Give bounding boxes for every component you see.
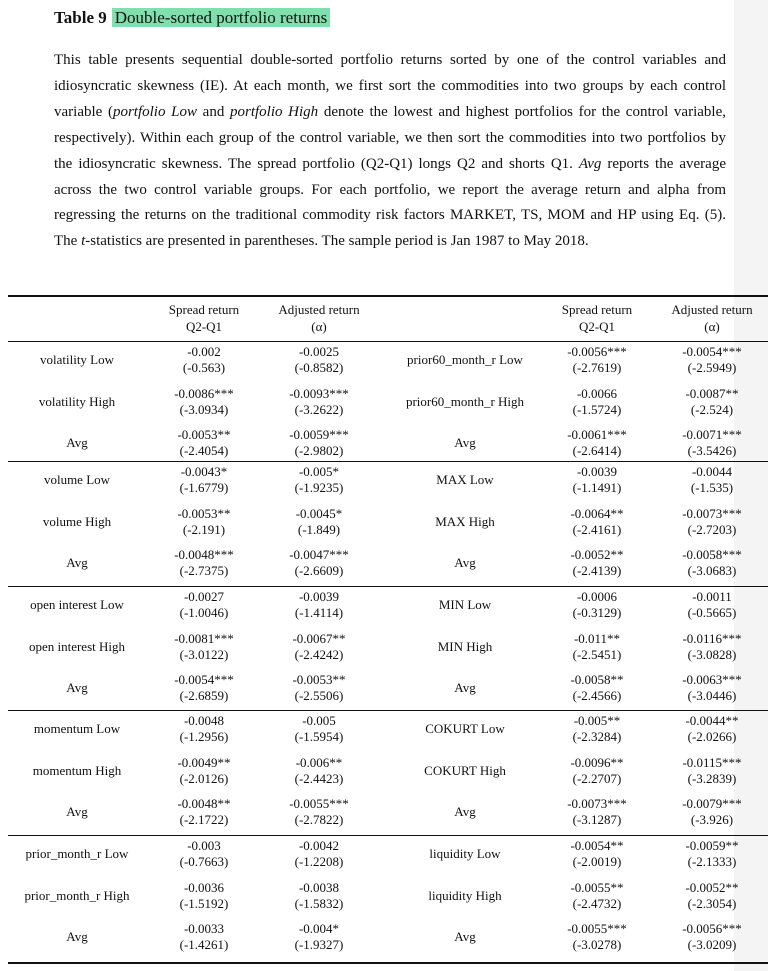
coefficient: -0.0042 — [298, 838, 340, 853]
coefficient: -0.0055*** — [567, 921, 627, 936]
coefficient: -0.006** — [295, 754, 343, 770]
coefficient: -0.0049** — [177, 754, 231, 770]
coefficient: -0.0058** — [570, 672, 624, 687]
row-label: liquidity High — [428, 887, 502, 903]
adjusted-return-cell — [653, 344, 768, 376]
adjusted-return-cell — [653, 427, 768, 459]
t-statistic: (-1.849) — [297, 521, 341, 537]
spread-return-cell — [145, 921, 263, 953]
coefficient: -0.0116*** — [682, 630, 742, 646]
coefficient: -0.0064** — [570, 505, 624, 521]
spread-return-cell — [145, 755, 263, 787]
row-label: MIN High — [437, 638, 493, 654]
row-label: Avg — [454, 435, 476, 450]
coefficient: -0.0115*** — [682, 754, 742, 770]
t-statistic: (-2.5506) — [294, 688, 344, 703]
coefficient: -0.0081*** — [174, 630, 234, 646]
table-title-highlight: Double-sorted portfolio returns — [112, 8, 330, 27]
coefficient: -0.0055** — [570, 879, 624, 895]
row-label: prior_month_r Low — [25, 846, 129, 861]
coefficient: -0.0025 — [298, 344, 340, 359]
t-statistic: (-3.0446) — [687, 688, 737, 703]
spread-return-cell — [538, 344, 656, 376]
adjusted-return-cell — [653, 506, 768, 538]
caption-italic-t: t — [81, 233, 86, 250]
coefficient: -0.0054*** — [682, 344, 742, 359]
table-caption — [54, 48, 726, 255]
t-statistic: (-2.5451) — [572, 646, 622, 662]
t-statistic: (-1.2208) — [294, 854, 344, 869]
row-label: prior60_month_r High — [405, 393, 525, 409]
caption-text: This table presents sequential double-sorted portfolio returns sorted by one of the control variables and idiosyncratic skewness (IE). At each month, we first sort the commodities into two groups by each control variable ( — [54, 52, 726, 120]
adjusted-return-cell — [260, 880, 378, 912]
spread-return-cell — [145, 464, 263, 496]
adjusted-return-cell — [653, 880, 768, 912]
coefficient: -0.011** — [573, 630, 621, 646]
row-label: liquidity Low — [429, 846, 501, 861]
spread-return-cell — [538, 589, 656, 621]
adjusted-return-cell — [653, 713, 768, 745]
t-statistic: (-1.4114) — [294, 605, 344, 620]
t-statistic: (-3.0122) — [179, 646, 229, 662]
spread-return-cell — [145, 672, 263, 704]
t-statistic: (-1.5954) — [294, 729, 344, 744]
coefficient: -0.0054** — [570, 838, 624, 853]
coefficient: -0.0056*** — [682, 921, 742, 936]
t-statistic: (-2.5949) — [687, 360, 737, 375]
group-rule — [8, 710, 768, 711]
coefficient: -0.0052** — [685, 879, 739, 895]
t-statistic: (-0.563) — [182, 360, 226, 375]
adjusted-return-cell — [260, 386, 378, 418]
coefficient: -0.0058*** — [682, 547, 742, 562]
spread-return-cell — [538, 672, 656, 704]
row-label: volume Low — [43, 472, 111, 487]
spread-return-cell — [145, 796, 263, 828]
coefficient: -0.0054*** — [174, 672, 234, 687]
row-label: COKURT High — [424, 762, 506, 778]
t-statistic: (-3.2622) — [294, 401, 344, 417]
spread-return-cell — [145, 344, 263, 376]
row-label: MIN Low — [438, 597, 492, 612]
t-statistic: (-3.926) — [690, 812, 734, 827]
row-label: Avg — [66, 929, 88, 944]
adjusted-return-cell — [260, 713, 378, 745]
coefficient: -0.0059** — [685, 838, 739, 853]
spread-return-cell — [145, 506, 263, 538]
adjusted-return-cell — [260, 631, 378, 663]
spread-return-cell — [538, 755, 656, 787]
coefficient: -0.0044 — [691, 464, 733, 479]
t-statistic: (-1.9327) — [294, 937, 344, 952]
spread-return-cell — [145, 589, 263, 621]
spread-return-cell — [538, 921, 656, 953]
t-statistic: (-1.535) — [690, 480, 734, 495]
row-label: open interest High — [28, 638, 126, 654]
row-label: Avg — [66, 435, 88, 450]
header-adjusted-left: Adjusted return (α) — [278, 302, 360, 334]
table-number: Table 9 — [54, 8, 107, 27]
t-statistic: (-2.4423) — [294, 770, 344, 786]
adjusted-return-cell — [260, 506, 378, 538]
t-statistic: (-2.7822) — [294, 812, 344, 827]
coefficient: -0.0056*** — [567, 344, 627, 359]
coefficient: -0.0045* — [295, 505, 343, 521]
coefficient: -0.0036 — [183, 879, 225, 895]
coefficient: -0.0063*** — [682, 672, 742, 687]
spread-return-cell — [145, 631, 263, 663]
adjusted-return-cell — [260, 921, 378, 953]
adjusted-return-cell — [260, 589, 378, 621]
row-label: momentum Low — [33, 721, 121, 736]
t-statistic: (-2.7375) — [179, 563, 229, 578]
coefficient: -0.002 — [187, 344, 221, 359]
t-statistic: (-3.0209) — [687, 937, 737, 952]
t-statistic: (-3.5426) — [687, 443, 737, 458]
coefficient: -0.0039 — [298, 589, 340, 604]
header-adjusted-right: Adjusted return (α) — [671, 302, 753, 334]
caption-italic-high: portfolio High — [230, 103, 319, 120]
coefficient: -0.0039 — [576, 464, 618, 479]
adjusted-return-cell — [653, 386, 768, 418]
adjusted-return-cell — [260, 838, 378, 870]
row-label: MAX Low — [436, 472, 494, 487]
coefficient: -0.0038 — [298, 879, 340, 895]
row-label: Avg — [454, 929, 476, 944]
t-statistic: (-2.524) — [690, 401, 734, 417]
row-label: Avg — [454, 555, 476, 570]
adjusted-return-cell — [653, 464, 768, 496]
group-rule — [8, 461, 768, 462]
coefficient: -0.0073*** — [567, 796, 627, 811]
adjusted-return-cell — [653, 631, 768, 663]
adjusted-return-cell — [260, 796, 378, 828]
table-title — [54, 6, 330, 30]
spread-return-cell — [538, 796, 656, 828]
caption-italic-avg: Avg — [578, 155, 602, 172]
t-statistic: (-1.5724) — [572, 401, 622, 417]
t-statistic: (-2.1333) — [687, 854, 737, 869]
coefficient: -0.005* — [298, 464, 340, 479]
row-label: Avg — [454, 804, 476, 819]
spread-return-cell — [538, 464, 656, 496]
t-statistic: (-2.4732) — [572, 895, 622, 911]
t-statistic: (-2.6609) — [294, 563, 344, 578]
t-statistic: (-0.5665) — [687, 605, 737, 620]
t-statistic: (-1.5832) — [294, 895, 344, 911]
caption-text: reports the average across the two control variable groups. For each portfolio, we report the average return and alpha from regressing the returns on the traditional commodity risk factors MARKET, TS, MOM and HP using Eq. (5). The — [54, 155, 726, 250]
t-statistic: (-2.4566) — [572, 688, 622, 703]
header-spread-left: Spread return Q2-Q1 — [168, 302, 240, 334]
coefficient: -0.0079*** — [682, 796, 742, 811]
row-label: volatility Low — [39, 352, 115, 367]
adjusted-return-cell — [260, 755, 378, 787]
spread-return-cell — [538, 506, 656, 538]
table-top-rule — [8, 295, 768, 297]
row-label: MAX High — [435, 513, 495, 529]
coefficient: -0.0066 — [576, 385, 618, 401]
caption-italic-low: portfolio Low — [112, 103, 197, 120]
t-statistic: (-2.4054) — [179, 443, 229, 458]
spread-return-cell — [538, 427, 656, 459]
row-label: open interest Low — [30, 597, 124, 612]
coefficient: -0.0086*** — [174, 385, 234, 401]
coefficient: -0.0047*** — [289, 547, 349, 562]
spread-return-cell — [145, 547, 263, 579]
t-statistic: (-2.9802) — [294, 443, 344, 458]
t-statistic: (-1.4261) — [179, 937, 229, 952]
group-rule — [8, 835, 768, 836]
t-statistic: (-2.7203) — [687, 521, 737, 537]
coefficient: -0.0048 — [183, 713, 225, 728]
caption-text: -statistics are presented in parentheses. The sample period is Jan 1987 to May 2018. — [85, 233, 589, 250]
t-statistic: (-3.0934) — [179, 401, 229, 417]
t-statistic: (-1.5192) — [179, 895, 229, 911]
caption-text: denote the lowest and highest portfolios for the control variable, respectively). Within each group of the control variable, we then sort the commodities into two portfolios by the idiosyncratic skewness. The spread portfolio (Q2-Q1) longs Q2 and shorts Q1. — [54, 103, 726, 172]
row-label: Avg — [454, 680, 476, 695]
adjusted-return-cell — [653, 838, 768, 870]
coefficient: -0.0043* — [180, 464, 228, 479]
row-label: Avg — [66, 555, 88, 570]
adjusted-return-cell — [260, 427, 378, 459]
coefficient: -0.0055*** — [289, 796, 349, 811]
spread-return-cell — [145, 838, 263, 870]
spread-return-cell — [538, 713, 656, 745]
t-statistic: (-2.6414) — [572, 443, 622, 458]
t-statistic: (-2.0019) — [572, 854, 622, 869]
coefficient: -0.005 — [302, 713, 336, 728]
coefficient: -0.0053** — [292, 672, 346, 687]
adjusted-return-cell — [653, 921, 768, 953]
coefficient: -0.0071*** — [682, 427, 742, 442]
t-statistic: (-3.0828) — [687, 646, 737, 662]
t-statistic: (-3.2839) — [687, 770, 737, 786]
header-spread-right: Spread return Q2-Q1 — [561, 302, 633, 334]
coefficient: -0.0061*** — [567, 427, 627, 442]
coefficient: -0.0044** — [685, 713, 739, 728]
coefficient: -0.0033 — [183, 921, 225, 936]
coefficient: -0.0048*** — [174, 547, 234, 562]
spread-return-cell — [538, 547, 656, 579]
spread-return-cell — [145, 713, 263, 745]
t-statistic: (-1.0046) — [179, 605, 229, 620]
spread-return-cell — [145, 427, 263, 459]
coefficient: -0.0048** — [177, 796, 231, 811]
table-bottom-rule — [8, 962, 768, 964]
t-statistic: (-0.7663) — [179, 854, 229, 869]
coefficient: -0.0093*** — [289, 385, 349, 401]
t-statistic: (-0.8582) — [294, 360, 344, 375]
spread-return-cell — [538, 838, 656, 870]
coefficient: -0.0059*** — [289, 427, 349, 442]
t-statistic: (-2.0266) — [687, 729, 737, 744]
row-label: prior_month_r High — [24, 887, 130, 903]
coefficient: -0.005** — [573, 713, 621, 728]
spread-return-cell — [145, 386, 263, 418]
adjusted-return-cell — [653, 589, 768, 621]
adjusted-return-cell — [260, 547, 378, 579]
group-rule — [8, 586, 768, 587]
t-statistic: (-1.9235) — [294, 480, 344, 495]
t-statistic: (-3.0278) — [572, 937, 622, 952]
adjusted-return-cell — [653, 796, 768, 828]
coefficient: -0.0006 — [576, 589, 618, 604]
coefficient: -0.004* — [298, 921, 340, 936]
t-statistic: (-2.4161) — [572, 521, 622, 537]
coefficient: -0.0096** — [570, 754, 624, 770]
adjusted-return-cell — [653, 547, 768, 579]
row-label: momentum High — [32, 762, 122, 778]
t-statistic: (-1.2956) — [179, 729, 229, 744]
t-statistic: (-3.0683) — [687, 563, 737, 578]
row-label: Avg — [66, 680, 88, 695]
t-statistic: (-2.1722) — [179, 812, 229, 827]
spread-return-cell — [538, 631, 656, 663]
caption-text: and — [197, 103, 230, 120]
adjusted-return-cell — [260, 344, 378, 376]
adjusted-return-cell — [260, 672, 378, 704]
t-statistic: (-2.3054) — [687, 895, 737, 911]
adjusted-return-cell — [653, 755, 768, 787]
row-label: COKURT Low — [425, 721, 505, 736]
header-rule — [8, 341, 768, 342]
row-label: volatility High — [38, 393, 116, 409]
t-statistic: (-2.4242) — [294, 646, 344, 662]
coefficient: -0.0053** — [177, 505, 231, 521]
t-statistic: (-2.3284) — [572, 729, 622, 744]
coefficient: -0.003 — [187, 838, 221, 853]
coefficient: -0.0011 — [692, 589, 732, 604]
adjusted-return-cell — [653, 672, 768, 704]
coefficient: -0.0087** — [685, 385, 739, 401]
coefficient: -0.0052** — [570, 547, 624, 562]
t-statistic: (-2.191) — [182, 521, 226, 537]
t-statistic: (-2.6859) — [179, 688, 229, 703]
row-label: prior60_month_r Low — [407, 352, 523, 367]
coefficient: -0.0027 — [183, 589, 225, 604]
coefficient: -0.0053** — [177, 427, 231, 442]
t-statistic: (-2.2707) — [572, 770, 622, 786]
row-label: Avg — [66, 804, 88, 819]
t-statistic: (-1.1491) — [572, 480, 622, 495]
adjusted-return-cell — [260, 464, 378, 496]
spread-return-cell — [538, 386, 656, 418]
t-statistic: (-2.4139) — [572, 563, 622, 578]
t-statistic: (-1.6779) — [179, 480, 229, 495]
t-statistic: (-0.3129) — [572, 605, 622, 620]
coefficient: -0.0073*** — [682, 505, 742, 521]
t-statistic: (-2.7619) — [572, 360, 622, 375]
t-statistic: (-2.0126) — [179, 770, 229, 786]
spread-return-cell — [538, 880, 656, 912]
spread-return-cell — [145, 880, 263, 912]
t-statistic: (-3.1287) — [572, 812, 622, 827]
coefficient: -0.0067** — [292, 630, 346, 646]
row-label: volume High — [42, 513, 112, 529]
